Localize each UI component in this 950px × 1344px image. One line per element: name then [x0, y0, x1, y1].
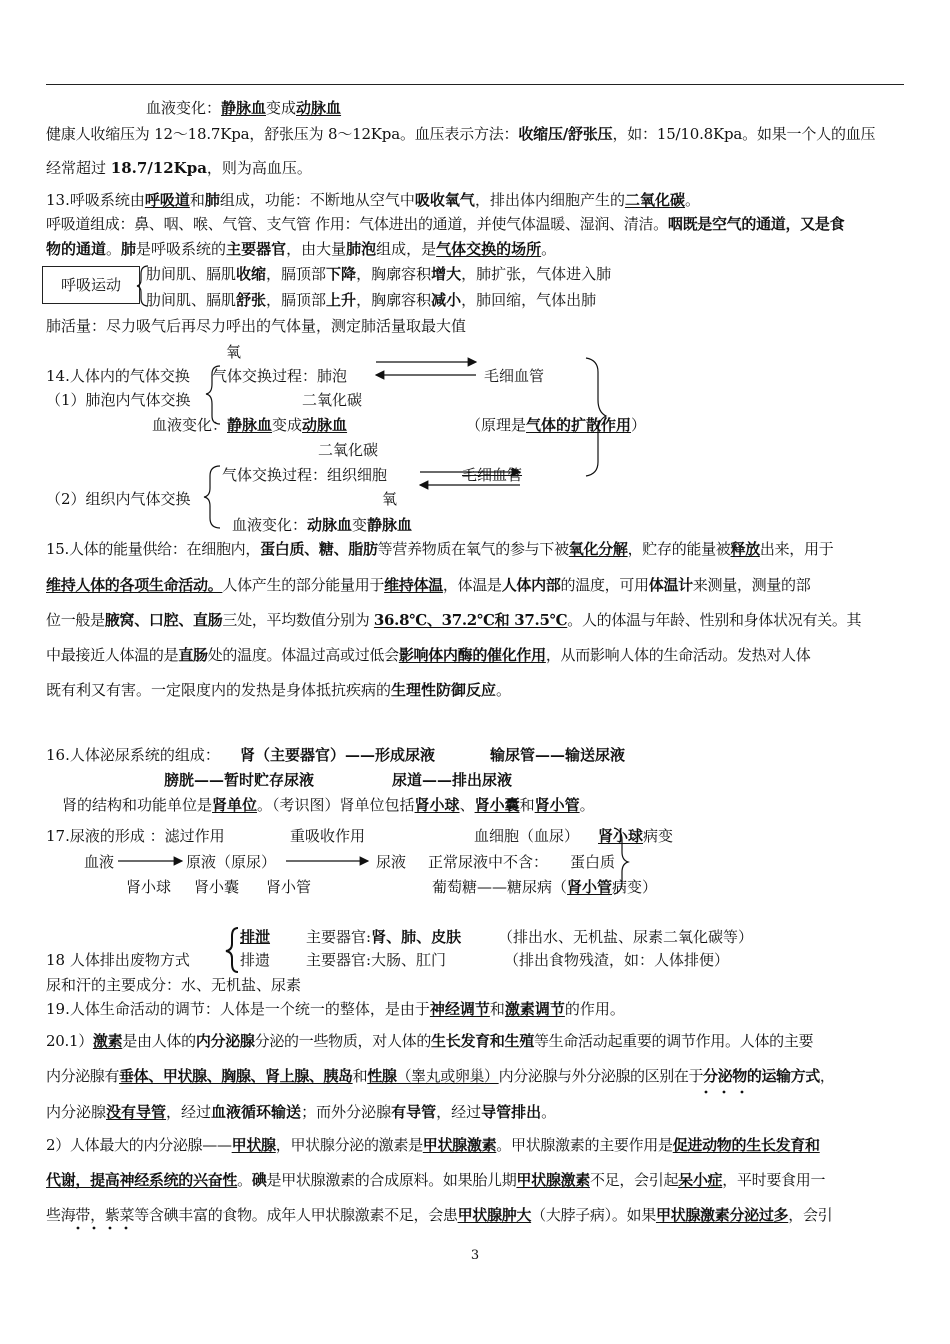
section-15-line-3: 位一般是腋窝、口腔、直肠三处，平均数值分别为 36.8℃、37.2℃和 37.5℃。人的体温与年龄、性别和身体状况有关。其 — [46, 611, 862, 629]
exchange-process-2: 气体交换过程：组织细胞 — [222, 466, 388, 484]
rbc-label: 血细胞（血尿） — [474, 827, 580, 845]
breathing-box: 呼吸运动 — [42, 266, 140, 304]
section-16-line-3: 肾的结构和功能单位是肾单位。（考识图）肾单位包括肾小球、肾小囊和肾小管。 — [62, 796, 595, 814]
section-16-line-1: 16.人体泌尿系统的组成： — [46, 746, 220, 764]
exhale-line: 肋间肌、膈肌舒张，膈顶部上升，胸廓容积减小，肺回缩，气体出肺 — [146, 291, 597, 309]
capillary-label-2: 毛细血管 — [462, 466, 523, 484]
urethra-item: 尿道——排出尿液 — [392, 771, 513, 789]
co2-label: 二氧化碳 — [302, 391, 363, 409]
section-13-line-1: 13.呼吸系统由呼吸道和肺组成，功能：不断地从空气中吸收氧气，排出体内细胞产生的二氧化碳。 — [46, 191, 700, 209]
section-15-line-5: 既有利又有害。一定限度内的发热是身体抵抗疾病的生理性防御反应。 — [46, 681, 512, 699]
section-13-line-3: 物的通道。肺是呼吸系统的主要器官，由大量肺泡组成，是气体交换的场所。 — [46, 240, 557, 258]
egestion-label: 排遗 — [240, 951, 271, 969]
reabsorption-label: 重吸收作用 — [290, 827, 366, 845]
section-20-line-1: 20.1）激素是由人体的内分泌腺分泌的一些物质，对人体的生长发育和生殖等生命活动起重要的调节作用。人体的主要 — [46, 1032, 814, 1050]
inhale-line: 肋间肌、膈肌收缩，膈顶部下降，胸廓容积增大，肺扩张，气体进入肺 — [146, 265, 612, 283]
section-17-title: 17.尿液的形成 ：滤过作用 — [46, 827, 225, 845]
section-18-title: 18 人体排出废物方式 — [46, 951, 190, 969]
section-15-line-4: 中最接近人体温的是直肠处的温度。体温过高或过低会影响体内酶的催化作用，从而影响人体的生命活动。发热对人体 — [46, 646, 811, 664]
urine-label: 尿液 — [376, 853, 407, 871]
section-20-line-3: 内分泌腺没有导管，经过血液循环输送；而外分泌腺有导管，经过导管排出。 — [46, 1103, 557, 1121]
oxygen-label-2: 氧 — [382, 490, 398, 508]
glomerulus-lesion: 肾小球病变 — [598, 827, 674, 845]
egestion-organs: 主要器官:大肠、肛门 — [306, 951, 447, 969]
section-20-line-2: 内分泌腺有垂体、甲状腺、胸腺、肾上腺、胰岛和性腺（睾丸或卵巢）内分泌腺与外分泌腺的区别在于分泌物的运输方式， — [46, 1067, 835, 1085]
blood-pressure-line-2: 经常超过 18.7/12Kpa，则为高血压。 — [46, 159, 312, 177]
section-13-line-2: 呼吸道组成：鼻、咽、喉、气管、支气管 作用：气体进出的通道，并使气体温暖、湿润、清洁。咽既是空气的通道，又是食 — [46, 215, 845, 233]
normal-urine-label: 正常尿液中不含： — [428, 853, 549, 871]
excretion-brace — [226, 928, 238, 972]
section-20-line-5: 代谢，提高神经系统的兴奋性。碘是甲状腺激素的合成原料。如果胎儿期甲状腺激素不足，会引起呆小症，平时要食用一 — [46, 1171, 826, 1189]
page-number: 3 — [470, 1248, 480, 1263]
co2-label-2: 二氧化碳 — [318, 441, 379, 459]
tissue-brace — [204, 466, 220, 528]
kidney-item: 肾（主要器官）——形成尿液 — [240, 746, 436, 764]
blood-change-2: 血液变化：动脉血变静脉血 — [232, 516, 413, 534]
excretion-note: （排出水、无机盐、尿素二氧化碳等） — [498, 928, 754, 946]
principle-note: （原理是气体的扩散作用） — [466, 416, 647, 434]
section-19-line: 19.人体生命活动的调节：人体是一个统一的整体，是由于神经调节和激素调节的作用。 — [46, 1000, 625, 1018]
glucose-line: 葡萄糖——糖尿病（肾小管病变） — [432, 878, 658, 896]
blood-change-1: 血液变化：静脉血变成动脉血 — [152, 416, 348, 434]
section-15-line-1: 15.人体的能量供给：在细胞内，蛋白质、糖、脂肪等营养物质在氧气的参与下被氧化分解，贮存的能量被释放出来，用于 — [46, 540, 834, 558]
alveolar-brace — [206, 366, 220, 424]
blood-change-line: 血液变化：静脉血变成动脉血 — [146, 99, 342, 117]
primary-urine-label: 原液（原尿） — [186, 853, 277, 871]
oxygen-label: 氧 — [226, 343, 242, 361]
ureter-item: 输尿管——输送尿液 — [490, 746, 626, 764]
urine-brace — [614, 828, 628, 894]
right-brace — [586, 358, 606, 476]
excretion-label: 排泄 — [240, 928, 271, 946]
tubule-label: 肾小管 — [266, 878, 312, 896]
sweat-line: 尿和汗的主要成分：水、无机盐、尿素 — [46, 976, 302, 994]
blood-label: 血液 — [84, 853, 115, 871]
section-14-title: 14.人体内的气体交换 — [46, 367, 190, 385]
breathing-brace — [137, 266, 148, 306]
alveolar-exchange: （1）肺泡内气体交换 — [46, 391, 191, 409]
capsule-label: 肾小囊 — [194, 878, 240, 896]
blood-pressure-line-1: 健康人收缩压为 12～18.7Kpa，舒张压为 8～12Kpa。血压表示方法：收缩压/舒张压，如：15/10.8Kpa。如果一个人的血压 — [46, 125, 876, 143]
glomerulus-label: 肾小球 — [126, 878, 172, 896]
section-20-line-6: 些海带，紫菜等含碘丰富的食物。成年人甲状腺激素不足，会患甲状腺肿大（大脖子病）。如果甲状腺激素分泌过多，会引 — [46, 1206, 833, 1224]
capillary-label: 毛细血管 — [484, 367, 545, 385]
protein-label: 蛋白质 — [570, 853, 616, 871]
bladder-item: 膀胱——暂时贮存尿液 — [164, 771, 315, 789]
exchange-process-1: 气体交换过程：肺泡 — [212, 367, 348, 385]
section-15-line-2: 维持人体的各项生命活动。人体产生的部分能量用于维持体温，体温是人体内部的温度，可用体温计来测量，测量的部 — [46, 576, 811, 594]
lung-capacity-line: 肺活量：尽力吸气后再尽力呼出的气体量，测定肺活量取最大值 — [46, 317, 467, 335]
section-20-line-4: 2）人体最大的内分泌腺——甲状腺，甲状腺分泌的激素是甲状腺激素。甲状腺激素的主要作用是促进动物的生长发育和 — [46, 1136, 820, 1154]
excretion-organs: 主要器官:肾、肺、皮肤 — [306, 928, 462, 946]
egestion-note: （排出食物残渣，如：人体排便） — [504, 951, 730, 969]
tissue-exchange: （2）组织内气体交换 — [46, 490, 191, 508]
